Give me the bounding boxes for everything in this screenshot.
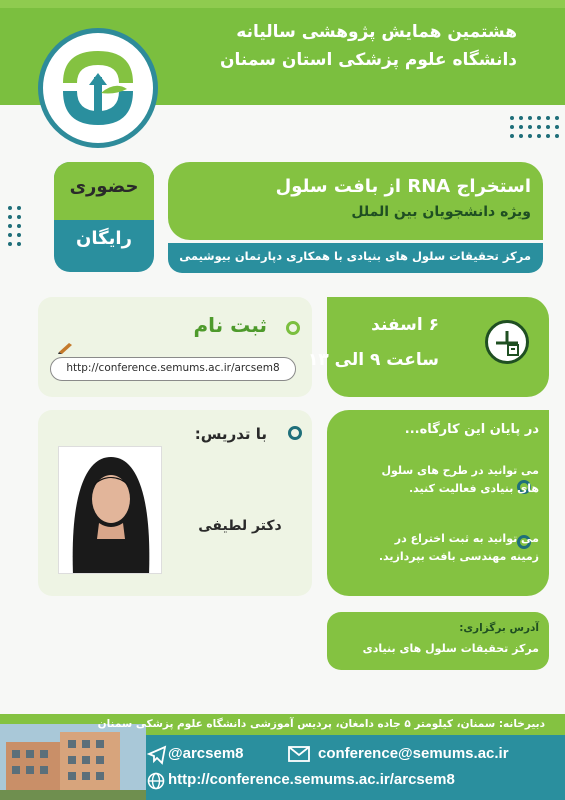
telegram-handle[interactable]: @arcsem8 xyxy=(168,745,244,762)
workshop-title-box xyxy=(168,162,543,240)
clock-calendar-icon xyxy=(485,320,529,364)
website-link[interactable]: http://conference.semums.ac.ir/arcsem8 xyxy=(168,771,455,788)
building-image xyxy=(0,724,146,800)
registration-box xyxy=(38,297,312,397)
workshop-subtitle: ویژه دانشجویان بین الملل xyxy=(351,204,531,220)
outcomes-box xyxy=(327,410,549,596)
decor-dots-left xyxy=(8,206,21,246)
registration-title: ثبت نام xyxy=(193,313,267,337)
address-box xyxy=(327,612,549,670)
telegram-icon xyxy=(147,745,167,765)
registration-link[interactable]: http://conference.semums.ac.ir/arcsem8 xyxy=(50,357,296,381)
event-title-line2: دانشگاه علوم پزشکی استان سمنان xyxy=(220,50,517,70)
bullet-ring-icon xyxy=(286,321,300,335)
attendance-badge: حضوری xyxy=(69,176,139,197)
email-icon xyxy=(288,745,310,763)
logo-icon xyxy=(38,28,158,148)
secretariat-address: دبیرخانه: سمنان، کیلومتر ۵ جاده دامغان، پردیس آموزشی دانشگاه علوم پزشکی سمنان xyxy=(97,718,545,730)
address-label: آدرس برگزاری: xyxy=(459,622,539,634)
outcome-item: می توانید در طرح های سلول های بنیادی فعالیت کنید. xyxy=(381,464,539,495)
header-stripe xyxy=(0,0,565,8)
pen-icon xyxy=(57,340,75,354)
instructor-photo xyxy=(58,446,162,574)
decor-dots-top-right xyxy=(510,116,559,138)
outcomes-heading: در پایان این کارگاه... xyxy=(404,422,539,437)
instructor-label: با تدریس: xyxy=(194,425,267,443)
workshop-title: استخراج RNA از بافت سلول xyxy=(275,176,531,197)
schedule-date: ۶ اسفند xyxy=(371,315,439,335)
globe-icon xyxy=(147,772,165,790)
price-badge: رایگان xyxy=(76,228,132,249)
contact-email[interactable]: conference@semums.ac.ir xyxy=(318,745,509,762)
organizer-text: مرکز تحقیقات سلول های بنیادی با همکاری دپارتمان بیوشیمی xyxy=(179,249,531,263)
instructor-name: دکتر لطیفی xyxy=(198,518,282,534)
address-value: مرکز تحقیقات سلول های بنیادی xyxy=(362,642,539,655)
outcome-item: می توانید به ثبت اختراع در زمینه مهندسی بافت بپردازید. xyxy=(378,532,539,563)
bullet-ring-icon xyxy=(288,426,302,440)
event-title-line1: هشتمین همایش پژوهشی سالیانه xyxy=(236,22,517,42)
schedule-time: ساعت ۹ الی ۱۳ xyxy=(307,350,439,370)
